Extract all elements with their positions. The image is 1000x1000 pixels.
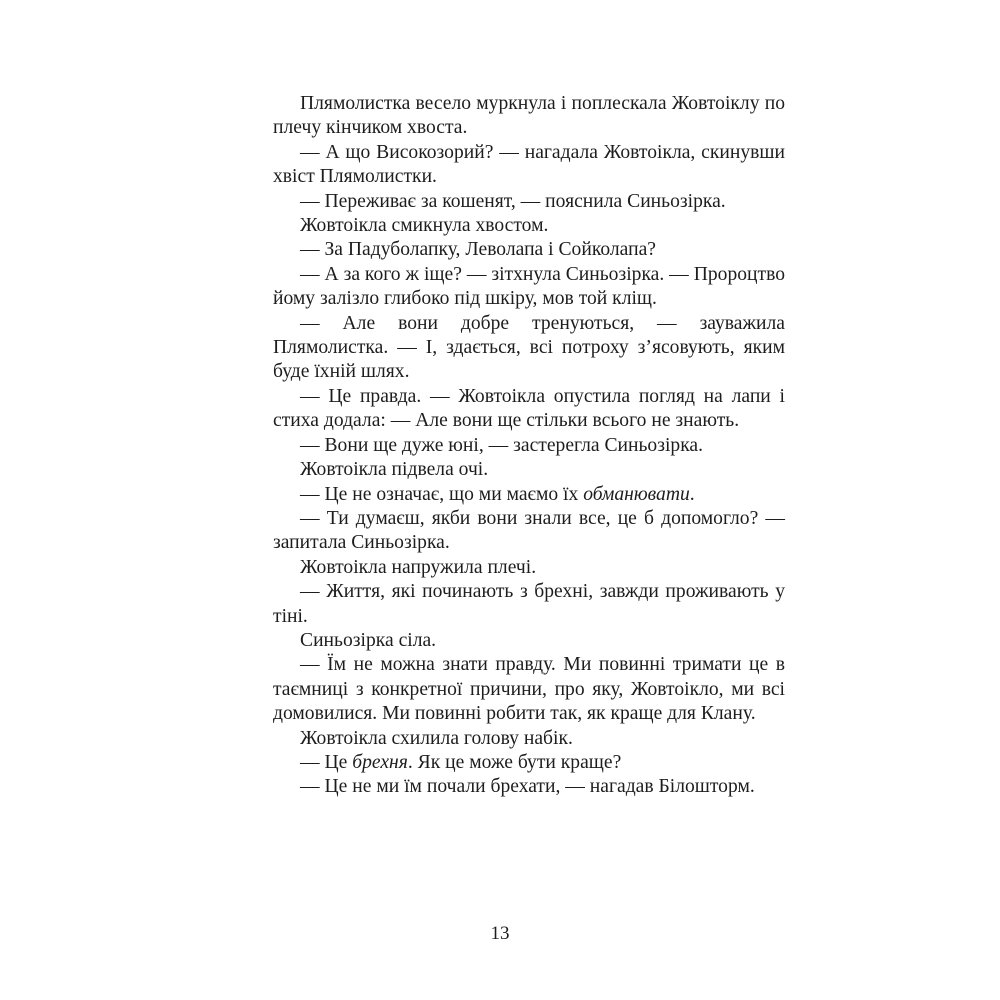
text-run: Жовтоікла схилила голову набік. xyxy=(300,727,573,749)
text-run: — Переживає за кошенят, — пояснила Синьозірка. xyxy=(300,190,726,212)
text-run: Жовтоікла напружила плечі. xyxy=(300,556,537,578)
page-body-text xyxy=(273,92,785,800)
paragraph xyxy=(273,653,785,726)
paragraph xyxy=(273,507,785,556)
text-run: — Це xyxy=(300,751,353,773)
paragraph xyxy=(273,385,785,434)
text-run: — За Падуболапку, Леволапа і Сойколапа? xyxy=(300,239,656,261)
text-run: — Це не ми їм почали брехати, — нагадав Білошторм. xyxy=(300,776,755,798)
text-run: — Це правда. — Жовтоікла опустила погляд на лапи і стиха додала: — Але вони ще стільки всього не знають. xyxy=(273,385,785,432)
text-run: Синьозірка сіла. xyxy=(300,629,437,651)
text-run: — Вони ще дуже юні, — застерегла Синьозірка. xyxy=(300,434,704,456)
paragraph xyxy=(273,483,785,507)
text-run: — А за кого ж іще? — зітхнула Синьозірка. — Пророцтво йому залізло глибоко під шкіру, мов той кліщ. xyxy=(273,263,785,310)
paragraph xyxy=(273,141,785,190)
paragraph xyxy=(273,92,785,141)
paragraph xyxy=(273,190,785,214)
paragraph xyxy=(273,629,785,653)
text-run: — А що Високозорий? — нагадала Жовтоікла, скинувши хвіст Плямолистки. xyxy=(273,141,785,188)
paragraph xyxy=(273,458,785,482)
text-run: . Як це може бути краще? xyxy=(407,751,622,773)
text-run: Жовтоікла смикнула хвостом. xyxy=(300,215,549,237)
text-run: — Ти думаєш, якби вони знали все, це б допомогло? — запитала Синьозірка. xyxy=(273,507,785,554)
paragraph xyxy=(273,727,785,751)
emphasized-text: брехня xyxy=(352,751,408,773)
text-run: Плямолистка весело муркнула і поплескала Жовтоіклу по плечу кінчиком хвоста. xyxy=(273,93,785,139)
paragraph xyxy=(273,263,785,312)
text-run: — Але вони добре тренуються, — зауважила Плямолистка. — І, здається, всі потроху з’ясовують, яким буде їхній шлях. xyxy=(273,312,785,383)
text-run: — Їм не можна знати правду. Ми повинні тримати це в таємниці з конкретної причини, про яку, Жовтоікло, ми всі домовилися. Ми повинні робити так, як краще для Клану. xyxy=(273,654,785,725)
text-run: Жовтоікла підвела очі. xyxy=(300,459,489,481)
paragraph xyxy=(273,238,785,262)
text-run: — Це не означає, що ми маємо їх xyxy=(300,483,584,505)
paragraph xyxy=(273,580,785,629)
paragraph xyxy=(273,556,785,580)
paragraph xyxy=(273,775,785,799)
text-run: . xyxy=(689,483,695,505)
paragraph xyxy=(273,214,785,238)
paragraph xyxy=(273,751,785,775)
emphasized-text: обманювати xyxy=(583,483,690,505)
paragraph xyxy=(273,434,785,458)
page-number: 13 xyxy=(490,923,510,944)
text-run: — Життя, які починають з брехні, завжди проживають у тіні. xyxy=(273,581,785,627)
paragraph xyxy=(273,312,785,385)
